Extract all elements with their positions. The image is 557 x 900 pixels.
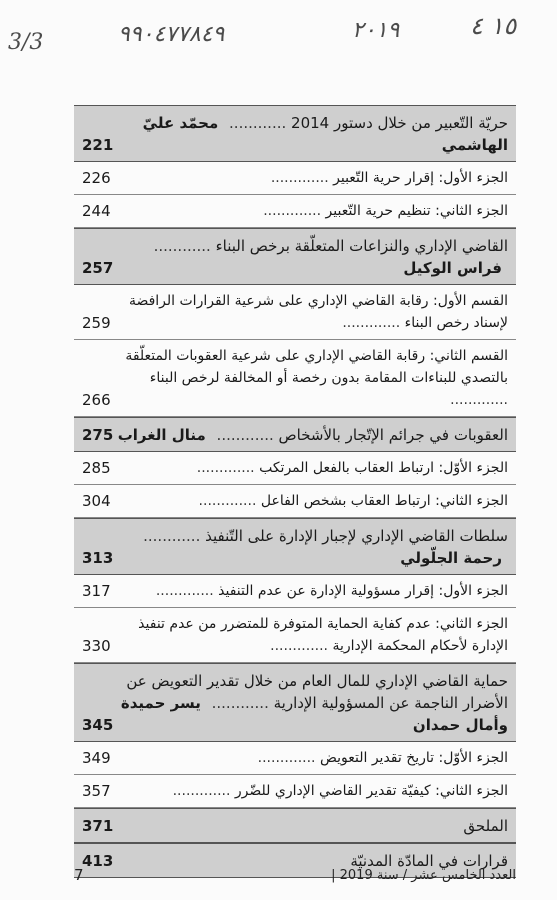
section-heading[interactable] bbox=[74, 106, 516, 162]
section-heading[interactable] bbox=[74, 418, 516, 452]
toc-item-page-number: 259 bbox=[82, 314, 111, 332]
toc-item-text-wrap bbox=[116, 200, 508, 222]
leader-dots: ............. bbox=[270, 170, 334, 186]
section-page-number: 275 bbox=[82, 426, 114, 444]
toc-item-label: الجزء الثاني: ارتباط العقاب بشخص الفاعل bbox=[260, 493, 508, 509]
section-title: العقوبات في جرائم الإتّجار بالأشخاص bbox=[278, 426, 508, 444]
toc-section bbox=[74, 663, 516, 808]
toc-item[interactable] bbox=[74, 742, 516, 775]
section-title: الملحق bbox=[463, 817, 508, 835]
footer-page-number: 7 bbox=[74, 866, 84, 884]
toc-item[interactable] bbox=[74, 452, 516, 485]
handwritten-issue: ١٥ ٤ bbox=[470, 12, 517, 40]
section-title: القاضي الإداري والنزاعات المتعلّقة برخص البناء bbox=[215, 237, 508, 255]
section-author: يسر حميدة وأمال حمدان bbox=[120, 694, 508, 734]
leader-dots: ............ bbox=[211, 426, 279, 444]
section-heading[interactable] bbox=[74, 229, 516, 285]
table-of-contents bbox=[74, 105, 516, 878]
section-author: منال الغراب bbox=[117, 426, 206, 444]
leader-dots: ............. bbox=[342, 315, 405, 331]
section-page-number: 413 bbox=[82, 852, 114, 870]
toc-item[interactable] bbox=[74, 285, 516, 340]
toc-item-label: الجزء الأول: إقرار حرية التّعبير bbox=[333, 170, 508, 186]
toc-item-page-number: 317 bbox=[82, 582, 111, 600]
leader-dots: ............. bbox=[198, 493, 261, 509]
toc-section bbox=[74, 808, 516, 843]
toc-item[interactable] bbox=[74, 485, 516, 518]
toc-item-text-wrap bbox=[116, 345, 508, 411]
section-heading-text bbox=[116, 424, 508, 446]
section-title: حريّة التّعبير من خلال دستور 2014 bbox=[291, 114, 508, 132]
leader-dots: ............. bbox=[172, 783, 235, 799]
toc-item[interactable] bbox=[74, 575, 516, 608]
toc-item-label: الجزء الثاني: تنظيم حرية التّعبير bbox=[325, 203, 508, 219]
toc-item[interactable] bbox=[74, 775, 516, 808]
toc-item[interactable] bbox=[74, 162, 516, 195]
leader-dots: ............ bbox=[206, 694, 274, 712]
section-author: محمّد عليّ الهاشمي bbox=[142, 114, 508, 154]
section-heading-text bbox=[116, 112, 508, 156]
handwritten-fraction: 3/3 bbox=[8, 30, 44, 55]
toc-item-page-number: 266 bbox=[82, 391, 111, 409]
toc-item[interactable] bbox=[74, 195, 516, 228]
toc-item-page-number: 330 bbox=[82, 637, 111, 655]
toc-item-label: الجزء الثاني: عدم كفاية الحماية المتوفرة للمتضرر من عدم تنفيذ الإدارة لأحكام المحكمة الإدارية bbox=[138, 616, 508, 654]
leader-dots: ............ bbox=[153, 237, 216, 255]
leader-dots: ............. bbox=[270, 638, 333, 654]
toc-item-page-number: 226 bbox=[82, 169, 111, 187]
section-heading-text bbox=[116, 525, 508, 569]
toc-item-page-number: 349 bbox=[82, 749, 111, 767]
handwritten-annotations bbox=[0, 6, 557, 58]
toc-item-text-wrap bbox=[116, 747, 508, 769]
leader-dots: ............. bbox=[450, 392, 508, 408]
section-title: قرارات في المادّة المدنيّة bbox=[350, 852, 508, 870]
section-heading[interactable] bbox=[74, 809, 516, 843]
section-page-number: 371 bbox=[82, 817, 114, 835]
toc-item-text-wrap bbox=[116, 290, 508, 334]
toc-item-label: الجزء الأول: إقرار مسؤولية الإدارة عن عدم التنفيذ bbox=[218, 583, 508, 599]
section-page-number: 313 bbox=[82, 549, 114, 567]
toc-item-label: الجزء الأوّل: تاريخ تقدير التعويض bbox=[319, 750, 508, 766]
section-heading-text bbox=[116, 670, 508, 736]
section-author: رحمة الجلّولي bbox=[400, 549, 502, 567]
footer-issue-text: العدد الخامس عشر / سنة 2019 | bbox=[331, 867, 516, 883]
toc-section bbox=[74, 518, 516, 663]
page-footer bbox=[74, 866, 516, 884]
toc-item-label: القسم الثاني: رقابة القاضي الإداري على شرعية العقوبات المتعلّقة بالتصدي للبناءات المقامة بدون رخصة أو المخالفة لرخص البناء bbox=[125, 348, 508, 386]
toc-item-text-wrap bbox=[116, 580, 508, 602]
section-heading-text bbox=[116, 815, 508, 837]
toc-section bbox=[74, 417, 516, 518]
toc-item-page-number: 357 bbox=[82, 782, 111, 800]
section-author: فراس الوكيل bbox=[403, 259, 502, 277]
section-heading[interactable] bbox=[74, 664, 516, 742]
toc-item-label: الجزء الثاني: كيفيّة تقدير القاضي الإداري للضّرر bbox=[234, 783, 508, 799]
leader-dots: ............. bbox=[257, 750, 320, 766]
toc-item-text-wrap bbox=[116, 457, 508, 479]
section-title: سلطات القاضي الإداري لإجبار الإدارة على التّنفيذ bbox=[205, 527, 508, 545]
section-page-number: 345 bbox=[82, 716, 114, 734]
leader-dots: ............. bbox=[196, 460, 260, 476]
toc-item-text-wrap bbox=[116, 780, 508, 802]
toc-item[interactable] bbox=[74, 608, 516, 663]
toc-item-page-number: 285 bbox=[82, 459, 111, 477]
toc-item-label: الجزء الأوّل: ارتباط العقاب بالفعل المرتكب bbox=[259, 460, 508, 476]
toc-item-text-wrap bbox=[116, 167, 508, 189]
leader-dots: ............ bbox=[224, 114, 292, 132]
toc-section bbox=[74, 228, 516, 417]
toc-item-text-wrap bbox=[116, 613, 508, 657]
toc-section bbox=[74, 105, 516, 228]
leader-dots: ............. bbox=[155, 583, 219, 599]
handwritten-year: ٢٠١٩ bbox=[352, 18, 400, 43]
toc-item-text-wrap bbox=[116, 490, 508, 512]
toc-item-label: القسم الأول: رقابة القاضي الإداري على شرعية القرارات الرافضة لإسناد رخص البناء bbox=[128, 293, 508, 331]
section-page-number: 257 bbox=[82, 259, 114, 277]
handwritten-code: ٩٩٠٤٧٧٨٤٩ bbox=[118, 22, 225, 47]
toc-item-page-number: 244 bbox=[82, 202, 111, 220]
leader-dots: ............ bbox=[143, 527, 206, 545]
leader-dots: ............. bbox=[263, 203, 326, 219]
section-heading[interactable] bbox=[74, 519, 516, 575]
section-title: حماية القاضي الإداري للمال العام من خلال تقدير التعويض عن الأضرار الناجمة عن المسؤولية الإدارية bbox=[126, 672, 508, 712]
toc-item[interactable] bbox=[74, 340, 516, 417]
section-heading-text bbox=[116, 235, 508, 279]
section-page-number: 221 bbox=[82, 136, 114, 154]
toc-item-page-number: 304 bbox=[82, 492, 111, 510]
